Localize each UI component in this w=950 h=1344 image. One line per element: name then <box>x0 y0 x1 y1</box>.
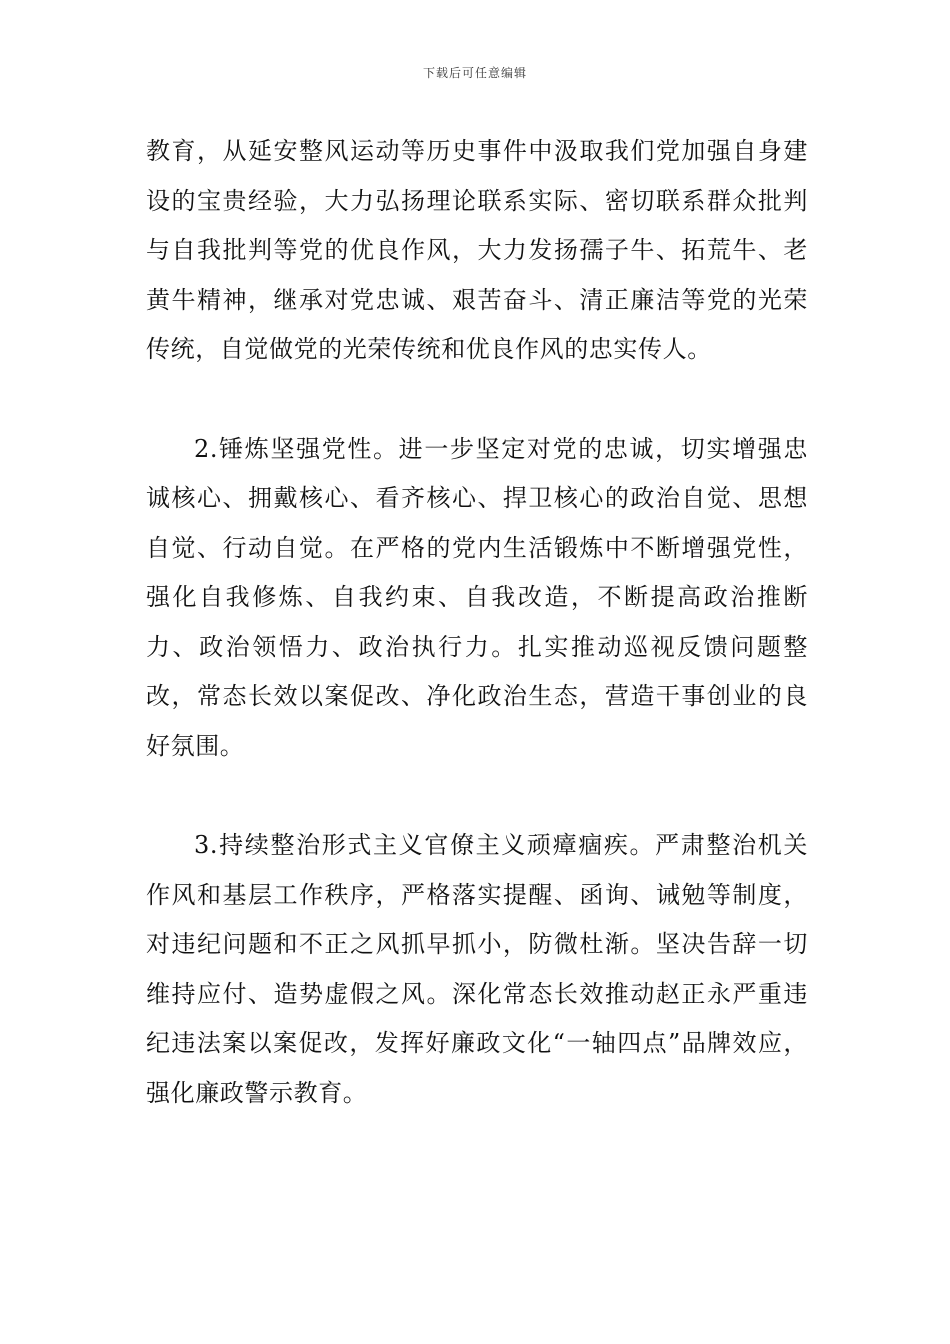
paragraph-gap <box>146 375 808 425</box>
paragraph-continuation: 教育，从延安整风运动等历史事件中汲取我们党加强自身建设的宝贵经验，大力弘扬理论联系实际、密切联系群众批判与自我批判等党的优良作风，大力发扬孺子牛、拓荒牛、老黄牛精神，继承对党忠诚、艰苦奋斗、清正廉洁等党的光荣传统，自觉做党的光荣传统和优良作风的忠实传人。 <box>146 137 808 363</box>
paragraph-item-3: 3.持续整治形式主义官僚主义顽瘴痼疾。严肃整治机关作风和基层工作秩序，严格落实提醒、函询、诫勉等制度，对违纪问题和不正之风抓早抓小，防微杜渐。坚决告辞一切维持应付、造势虚假之风。深化常态长效推动赵正永严重违纪违法案以案促改，发挥好廉政文化“一轴四点”品牌效应，强化廉政警示教育。 <box>146 831 808 1107</box>
document-body <box>146 127 808 1118</box>
paragraph-gap <box>146 771 808 821</box>
paragraph-item-2: 2.锤炼坚强党性。进一步坚定对党的忠诚，切实增强忠诚核心、拥戴核心、看齐核心、捍卫核心的政治自觉、思想自觉、行动自觉。在严格的党内生活锻炼中不断增强党性，强化自我修炼、自我约束、自我改造，不断提高政治推断力、政治领悟力、政治执行力。扎实推动巡视反馈问题整改，常态长效以案促改、净化政治生态，营造干事创业的良好氛围。 <box>146 434 808 760</box>
header-note: 下载后可任意编辑 <box>422 66 527 80</box>
